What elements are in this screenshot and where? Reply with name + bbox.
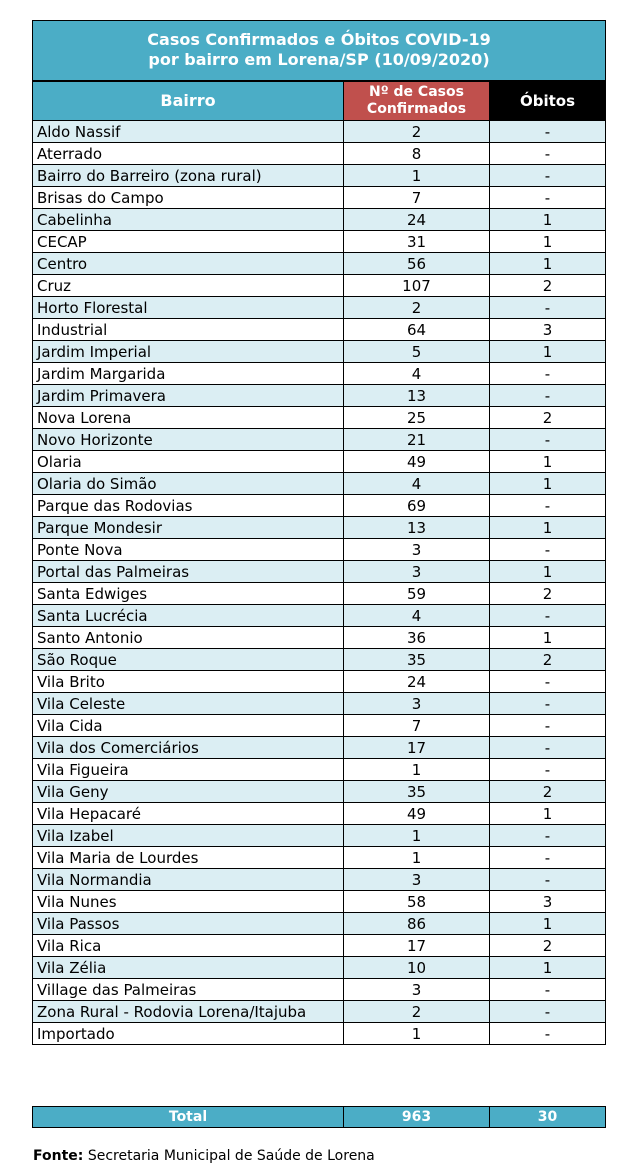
casos-cell: 10: [344, 957, 490, 979]
bairro-cell: Olaria: [33, 451, 344, 473]
table-row: [33, 275, 606, 297]
obitos-cell: 3: [490, 891, 606, 913]
obitos-cell: 2: [490, 583, 606, 605]
casos-cell: 7: [344, 187, 490, 209]
header-casos: [344, 81, 490, 121]
casos-cell: 24: [344, 209, 490, 231]
casos-cell: 107: [344, 275, 490, 297]
bairro-cell: Vila Cida: [33, 715, 344, 737]
casos-cell: 1: [344, 825, 490, 847]
table-body: [33, 121, 606, 1045]
table-row: [33, 121, 606, 143]
table-row: [33, 583, 606, 605]
obitos-cell: 1: [490, 627, 606, 649]
obitos-cell: -: [490, 847, 606, 869]
bairro-cell: Cabelinha: [33, 209, 344, 231]
source-text: Secretaria Municipal de Saúde de Lorena: [83, 1148, 375, 1164]
table-row: [33, 737, 606, 759]
obitos-cell: 2: [490, 781, 606, 803]
bairro-cell: Horto Florestal: [33, 297, 344, 319]
bairro-cell: Jardim Margarida: [33, 363, 344, 385]
casos-cell: 24: [344, 671, 490, 693]
covid-table-sheet: [32, 20, 605, 1045]
table-row: [33, 715, 606, 737]
header-casos-line-1: Nº de Casos: [369, 83, 464, 100]
bairro-cell: Bairro do Barreiro (zona rural): [33, 165, 344, 187]
bairro-cell: Santa Edwiges: [33, 583, 344, 605]
table-row: [33, 495, 606, 517]
bairro-cell: Olaria do Simão: [33, 473, 344, 495]
table-row: [33, 693, 606, 715]
obitos-cell: 2: [490, 649, 606, 671]
table-row: [33, 671, 606, 693]
table-row: [33, 803, 606, 825]
obitos-cell: 2: [490, 407, 606, 429]
casos-cell: 59: [344, 583, 490, 605]
bairro-cell: Vila Celeste: [33, 693, 344, 715]
table-row: [33, 209, 606, 231]
casos-cell: 58: [344, 891, 490, 913]
table-row: [33, 429, 606, 451]
obitos-cell: 1: [490, 209, 606, 231]
obitos-cell: -: [490, 605, 606, 627]
bairro-cell: Vila Passos: [33, 913, 344, 935]
casos-cell: 3: [344, 693, 490, 715]
table-row: [33, 187, 606, 209]
table-row: [33, 649, 606, 671]
casos-cell: 2: [344, 297, 490, 319]
total-obitos: 30: [490, 1107, 606, 1128]
bairro-cell: Zona Rural - Rodovia Lorena/Itajuba: [33, 1001, 344, 1023]
obitos-cell: -: [490, 495, 606, 517]
bairro-cell: Importado: [33, 1023, 344, 1045]
obitos-cell: -: [490, 1023, 606, 1045]
casos-cell: 4: [344, 363, 490, 385]
obitos-cell: -: [490, 187, 606, 209]
bairro-cell: CECAP: [33, 231, 344, 253]
total-casos: 963: [344, 1107, 490, 1128]
casos-cell: 4: [344, 605, 490, 627]
casos-cell: 31: [344, 231, 490, 253]
table-row: [33, 473, 606, 495]
title-line-2: por bairro em Lorena/SP (10/09/2020): [148, 50, 490, 70]
obitos-cell: 1: [490, 253, 606, 275]
obitos-cell: -: [490, 825, 606, 847]
casos-cell: 17: [344, 935, 490, 957]
header-obitos: Óbitos: [490, 81, 606, 121]
casos-cell: 69: [344, 495, 490, 517]
obitos-cell: 1: [490, 803, 606, 825]
total-label: Total: [33, 1107, 344, 1128]
casos-cell: 8: [344, 143, 490, 165]
table-row: [33, 517, 606, 539]
table-row: [33, 627, 606, 649]
bairro-cell: Centro: [33, 253, 344, 275]
source-label: Fonte:: [33, 1148, 84, 1164]
casos-cell: 49: [344, 451, 490, 473]
obitos-cell: -: [490, 1001, 606, 1023]
total-table: [32, 1106, 606, 1128]
obitos-cell: 2: [490, 275, 606, 297]
obitos-cell: 1: [490, 341, 606, 363]
casos-cell: 3: [344, 869, 490, 891]
bairro-cell: Vila Brito: [33, 671, 344, 693]
table-row: [33, 407, 606, 429]
bairro-cell: Parque Mondesir: [33, 517, 344, 539]
casos-cell: 35: [344, 781, 490, 803]
table-title: [33, 21, 606, 81]
source-note: [33, 1148, 375, 1164]
obitos-cell: 1: [490, 913, 606, 935]
header-bairro: Bairro: [33, 81, 344, 121]
casos-cell: 5: [344, 341, 490, 363]
casos-cell: 3: [344, 979, 490, 1001]
casos-cell: 49: [344, 803, 490, 825]
casos-cell: 35: [344, 649, 490, 671]
bairro-cell: Vila Geny: [33, 781, 344, 803]
covid-table: [32, 20, 606, 1045]
table-row: [33, 891, 606, 913]
total-row: [33, 1107, 606, 1128]
table-row: [33, 143, 606, 165]
obitos-cell: 1: [490, 473, 606, 495]
obitos-cell: -: [490, 165, 606, 187]
bairro-cell: Vila Rica: [33, 935, 344, 957]
casos-cell: 2: [344, 1001, 490, 1023]
bairro-cell: Cruz: [33, 275, 344, 297]
bairro-cell: Jardim Primavera: [33, 385, 344, 407]
table-row: [33, 363, 606, 385]
table-row: [33, 781, 606, 803]
table-row: [33, 165, 606, 187]
table-row: [33, 913, 606, 935]
table-row: [33, 341, 606, 363]
bairro-cell: Vila Izabel: [33, 825, 344, 847]
obitos-cell: 2: [490, 935, 606, 957]
casos-cell: 13: [344, 517, 490, 539]
casos-cell: 21: [344, 429, 490, 451]
table-row: [33, 385, 606, 407]
obitos-cell: -: [490, 693, 606, 715]
obitos-cell: 1: [490, 561, 606, 583]
table-row: [33, 935, 606, 957]
table-row: [33, 1023, 606, 1045]
table-row: [33, 825, 606, 847]
table-row: [33, 297, 606, 319]
table-row: [33, 847, 606, 869]
table-row: [33, 319, 606, 341]
obitos-cell: 1: [490, 451, 606, 473]
bairro-cell: Aldo Nassif: [33, 121, 344, 143]
table-row: [33, 759, 606, 781]
bairro-cell: Industrial: [33, 319, 344, 341]
casos-cell: 3: [344, 561, 490, 583]
casos-cell: 1: [344, 165, 490, 187]
table-row: [33, 539, 606, 561]
bairro-cell: Parque das Rodovias: [33, 495, 344, 517]
obitos-cell: 1: [490, 231, 606, 253]
bairro-cell: Vila Nunes: [33, 891, 344, 913]
casos-cell: 86: [344, 913, 490, 935]
bairro-cell: Nova Lorena: [33, 407, 344, 429]
title-row: [33, 21, 606, 81]
bairro-cell: Santo Antonio: [33, 627, 344, 649]
bairro-cell: Vila Normandia: [33, 869, 344, 891]
table-row: [33, 869, 606, 891]
bairro-cell: Vila Zélia: [33, 957, 344, 979]
bairro-cell: Vila Figueira: [33, 759, 344, 781]
casos-cell: 36: [344, 627, 490, 649]
bairro-cell: Vila Hepacaré: [33, 803, 344, 825]
obitos-cell: 1: [490, 957, 606, 979]
bairro-cell: Portal das Palmeiras: [33, 561, 344, 583]
table-row: [33, 957, 606, 979]
casos-cell: 7: [344, 715, 490, 737]
table-row: [33, 253, 606, 275]
casos-cell: 3: [344, 539, 490, 561]
bairro-cell: Aterrado: [33, 143, 344, 165]
title-line-1: Casos Confirmados e Óbitos COVID-19: [147, 30, 491, 50]
casos-cell: 13: [344, 385, 490, 407]
obitos-cell: 1: [490, 517, 606, 539]
table-row: [33, 1001, 606, 1023]
obitos-cell: 3: [490, 319, 606, 341]
casos-cell: 1: [344, 1023, 490, 1045]
casos-cell: 56: [344, 253, 490, 275]
bairro-cell: Vila Maria de Lourdes: [33, 847, 344, 869]
table-row: [33, 561, 606, 583]
obitos-cell: -: [490, 429, 606, 451]
bairro-cell: Vila dos Comerciários: [33, 737, 344, 759]
bairro-cell: Village das Palmeiras: [33, 979, 344, 1001]
casos-cell: 17: [344, 737, 490, 759]
obitos-cell: -: [490, 121, 606, 143]
header-casos-line-2: Confirmados: [366, 100, 467, 117]
table-row: [33, 231, 606, 253]
bairro-cell: Novo Horizonte: [33, 429, 344, 451]
bairro-cell: Santa Lucrécia: [33, 605, 344, 627]
obitos-cell: -: [490, 979, 606, 1001]
table-row: [33, 451, 606, 473]
obitos-cell: -: [490, 539, 606, 561]
total-block: [32, 1106, 605, 1128]
casos-cell: 25: [344, 407, 490, 429]
obitos-cell: -: [490, 143, 606, 165]
bairro-cell: Ponte Nova: [33, 539, 344, 561]
table-row: [33, 605, 606, 627]
casos-cell: 64: [344, 319, 490, 341]
bairro-cell: Brisas do Campo: [33, 187, 344, 209]
obitos-cell: -: [490, 297, 606, 319]
casos-cell: 2: [344, 121, 490, 143]
obitos-cell: -: [490, 385, 606, 407]
obitos-cell: -: [490, 715, 606, 737]
bairro-cell: São Roque: [33, 649, 344, 671]
header-row: [33, 81, 606, 121]
obitos-cell: -: [490, 363, 606, 385]
casos-cell: 4: [344, 473, 490, 495]
obitos-cell: -: [490, 671, 606, 693]
bairro-cell: Jardim Imperial: [33, 341, 344, 363]
obitos-cell: -: [490, 759, 606, 781]
casos-cell: 1: [344, 847, 490, 869]
obitos-cell: -: [490, 869, 606, 891]
table-row: [33, 979, 606, 1001]
casos-cell: 1: [344, 759, 490, 781]
obitos-cell: -: [490, 737, 606, 759]
